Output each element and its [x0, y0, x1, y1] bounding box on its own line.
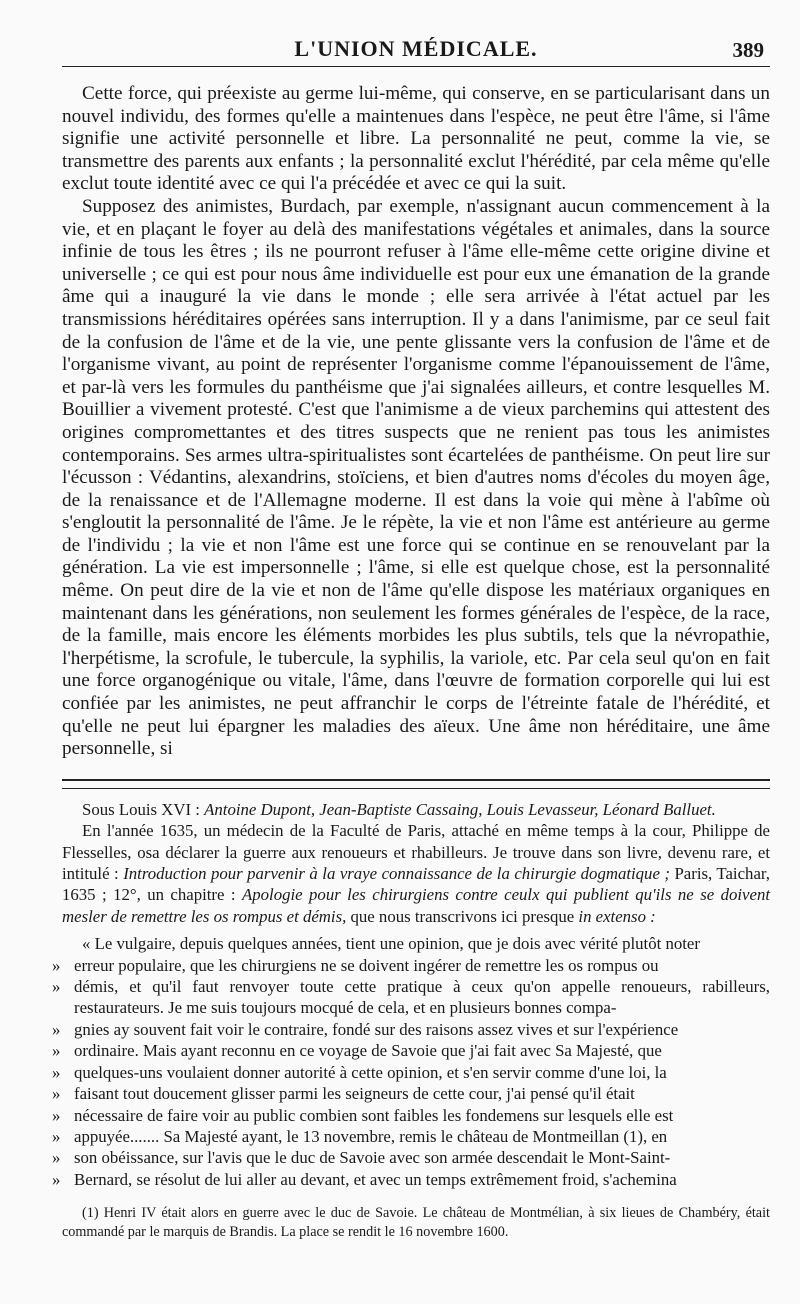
quote-line	[52, 1019, 770, 1040]
quote-line-text: Bernard, se résolut de lui aller au devant, et avec un temps extrêmement froid, s'achemina	[74, 1169, 677, 1189]
quote-mark: »	[52, 1019, 61, 1039]
section-divider	[62, 779, 770, 789]
paragraph-1: Cette force, qui préexiste au germe lui-même, qui conserve, en se particularisant dans un nouvel individu, des formes qu'elle a maintenues dans l'espèce, ne peut être l'âme, si l'âme signifie une activité personnelle et libre. La personnalité ne peut, comme la vie, se transmettre des parents aux enfants ; la personnalité exclut l'hérédité, par cela même qu'elle exclut toute identité avec ce qui l'a précédée et avec ce qui la suit.	[62, 83, 770, 195]
quote-line	[52, 955, 770, 976]
notes-p2-chapter-title: Apologie pour les chirurgiens contre ceulx qui publient qu'ils ne se doivent mesler de remettre les os rompus et démis,	[62, 885, 770, 926]
quote-line	[52, 1062, 770, 1083]
quote-mark: »	[52, 977, 61, 997]
quote-line-text: gnies ay souvent fait voir le contraire, fondé sur des raisons assez vives et sur l'expérience	[74, 1019, 679, 1039]
notes-line-1-names: Antoine Dupont, Jean-Baptiste Cassaing, Louis Levasseur, Léonard Balluet.	[204, 799, 716, 819]
notes-line-1-prefix: Sous Louis XVI :	[82, 799, 205, 819]
quote-line-text: nécessaire de faire voir au public combien sont faibles les fondemens sur lesquels elle est	[74, 1105, 674, 1125]
notes-p2-book-title: Introduction pour parvenir à la vraye connaissance de la chirurgie dogmatique ;	[123, 864, 670, 884]
quote-line-text: son obéissance, sur l'avis que le duc de Savoie avec son armée descendait le Mont-Saint-	[74, 1148, 671, 1168]
quote-line	[52, 1083, 770, 1104]
footnote-text: (1) Henri IV était alors en guerre avec le duc de Savoie. Le château de Montmélian, à six lieues de Chambéry, était commandé par le marquis de Brandis. La place se rendit le 16 novembre 1600.	[62, 1205, 770, 1240]
quote-line-text: démis, et qu'il faut renvoyer toute cette pratique à ceux qu'on appelle renoueurs, rabilleurs, restaurateurs. Je me suis toujours mocqué de cela, et en plusieurs bonnes compa-	[74, 977, 770, 1018]
main-text	[62, 83, 770, 761]
footnote	[62, 1204, 770, 1241]
quotation	[52, 933, 770, 1190]
quote-line	[52, 1169, 770, 1190]
paragraph-2: Supposez des animistes, Burdach, par exemple, n'assignant aucun commencement à la vie, et en plaçant le foyer au delà des manifestations végétales et animales, dans la source infinie de tous les êtres ; ils ne pourront refuser à l'âme elle-même cette origine divine et universelle ; ce qui est pour nous âme individuelle est pour eux une émanation de la grande âme qui a inauguré la vie dans le monde ; elle sera arrivée à l'état actuel par les transmissions héréditaires opérées sans interruption. Il y a dans l'animisme, par ce seul fait de la confusion de l'âme et de la vie, une pente glissante vers la confusion de l'âme et de l'organisme vivant, au point de représenter l'organisme comme l'épanouissement de l'âme, et par-là vers les formules du panthéisme que j'ai signalées ailleurs, et contre lesquelles M. Bouillier a vivement protesté. C'est que l'animisme a de vieux parchemins qui attestent des origines compromettantes et des titres suspects que ne renient pas tous les animistes contemporains. Ses armes ultra-spiritualistes sont écartelées de panthéisme. On peut lire sur l'écusson : Védantins, alexandrins, stoïciens, et bien d'autres noms d'écoles du moyen âge, de la renaissance et de l'Allemagne moderne. Il est dans la voie qui mène à l'abîme où s'engloutit la personnalité de l'âme. Je le répète, la vie et non l'âme est antérieure au germe de l'individu ; la vie et non l'âme est une force qui se continue en se renouvelant par la génération. La vie est impersonnelle ; l'âme, si elle est quelque chose, est la personnalité même. On peut dire de la vie et non de l'âme qu'elle dispose les matériaux organiques en maintenant dans les générations, non seulement les formes générales de l'espèce, de la race, de la famille, mais encore les éléments morbides les plus subtils, tels que la névropathie, l'herpétisme, la scrofule, le tubercule, la syphilis, la variole, etc. Par cela seul qu'on en fait une force organogénique ou vitale, l'âme, dans l'œuvre de formation corporelle qui lui est confiée par les animistes, ne peut affranchir le corps de l'étreinte fatale de l'hérédité, et qu'elle ne peut lui épargner les maladies des aïeux. Une âme non héréditaire, une âme personnelle, si	[62, 195, 770, 760]
notes-line-1	[62, 799, 770, 820]
notes-paragraph-2	[62, 820, 770, 927]
quote-line	[62, 933, 770, 954]
quote-line-text: « Le vulgaire, depuis quelques années, tient une opinion, que je dois avec vérité plutôt noter	[82, 934, 700, 954]
notes-p2-text-c: Paris, Taichar, 1635 ; 12°, un chapitre :	[62, 864, 770, 905]
notes-p2-in-extenso: in extenso :	[578, 906, 656, 926]
quote-mark: »	[52, 1062, 61, 1082]
quote-line	[52, 1105, 770, 1126]
notes-p2-text-e: que nous transcrivons ici presque	[346, 906, 579, 926]
quote-mark: »	[52, 1105, 61, 1125]
quote-mark: »	[52, 955, 61, 975]
journal-title: L'UNION MÉDICALE.	[294, 36, 538, 61]
quote-mark: »	[52, 1126, 61, 1146]
running-header	[62, 30, 770, 67]
quote-mark: »	[52, 1148, 61, 1168]
quote-line-text: erreur populaire, que les chirurgiens ne se doivent ingérer de remettre les os rompus ou	[74, 955, 659, 975]
quote-line-text: ordinaire. Mais ayant reconnu en ce voyage de Savoie que j'ai fait avec Sa Majesté, que	[74, 1041, 662, 1061]
quote-line	[52, 976, 770, 1019]
quote-line-text: quelques-uns voulaient donner autorité à cette opinion, et s'en servir comme d'une loi, la	[74, 1062, 667, 1082]
quote-line-text: appuyée....... Sa Majesté ayant, le 13 novembre, remis le château de Montmeillan (1), en	[74, 1126, 668, 1146]
quote-line	[52, 1147, 770, 1168]
quote-mark: »	[52, 1169, 61, 1189]
quote-mark: »	[52, 1041, 61, 1061]
notes-section	[52, 799, 770, 1190]
quote-line	[52, 1126, 770, 1147]
page-number: 389	[732, 38, 764, 62]
quote-line	[52, 1040, 770, 1061]
quote-mark: »	[52, 1084, 61, 1104]
notes-p2-text-a: En l'année 1635, un médecin de la Faculté de Paris, attaché en même temps à la cour, Philippe de Flesselles, osa déclarer la guerre aux renoueurs et rhabilleurs. Je trouve dans son livre, devenu rare, et intitulé :	[62, 821, 770, 884]
quote-line-text: faisant tout doucement glisser parmi les seigneurs de cette cour, j'ai pensé qu'il était	[74, 1084, 635, 1104]
